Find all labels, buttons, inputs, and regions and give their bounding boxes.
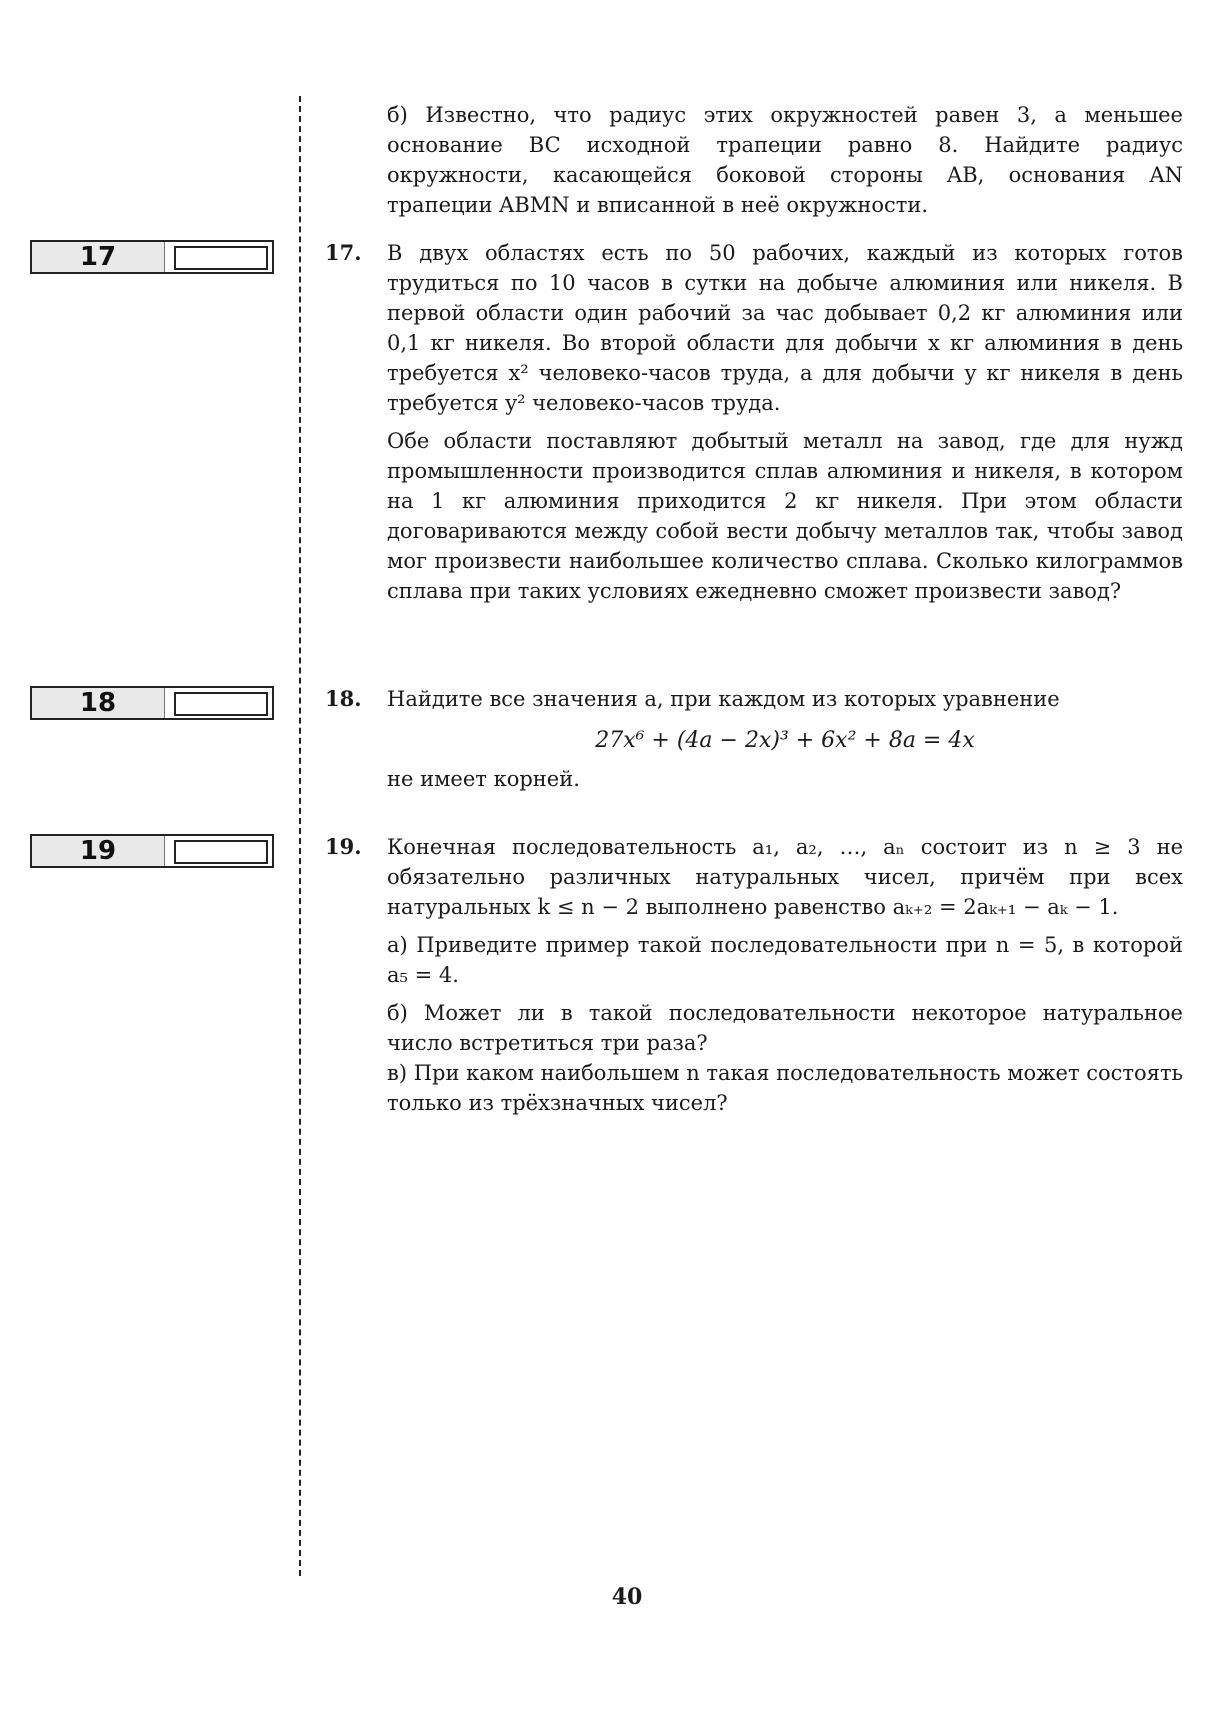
answer-box-18 <box>30 686 274 720</box>
answer-field-18[interactable] <box>174 692 268 716</box>
q19-intro: Конечная последовательность a₁, a₂, …, aₙ состоит из n ≥ 3 не обязательно различных натуральных чисел, причём при всех натуральных k ≤ n − 2 выполнено равенство aₖ₊₂ = 2aₖ₊₁ − aₖ − 1. <box>387 835 1183 919</box>
q19-part-a: а) Приведите пример такой последовательности при n = 5, в которой a₅ = 4. <box>387 933 1183 987</box>
q19-part-b: б) Может ли в такой последовательности некоторое натуральное число встретиться три раза? <box>387 1001 1183 1055</box>
answer-field-17[interactable] <box>174 246 268 270</box>
q18-outro-text: не имеет корней. <box>387 767 580 791</box>
answer-box-17 <box>30 240 274 274</box>
q16-part-b: б) Известно, что радиус этих окружностей равен 3, а меньшее основание BC исходной трапеции равно 8. Найдите радиус окружности, касающейся боковой стороны AB, основания AN трапеции ABMN и вписанной в неё окружности. <box>387 103 1183 217</box>
answer-box-label: 18 <box>32 688 165 718</box>
q18-outro <box>387 764 1183 802</box>
answer-field-19[interactable] <box>174 840 268 864</box>
q19-part-c: в) При каком наибольшем n такая последовательность может состоять только из трёхзначных чисел? <box>387 1061 1183 1115</box>
cut-line <box>299 96 301 1576</box>
q18-intro-text: Найдите все значения a, при каждом из которых уравнение <box>387 687 1060 711</box>
q18-formula: 27x⁶ + (4a − 2x)³ + 6x² + 8a = 4x <box>595 728 975 753</box>
q17-para2: Обе области поставляют добытый металл на завод, где для нужд промышленности производится сплав алюминия и никеля, в котором на 1 кг алюминия приходится 2 кг никеля. При этом области договариваются между собой вести добычу металлов так, чтобы завод мог произвести наибольшее количество сплава. Сколько килограммов сплава при таких условиях ежедневно сможет произвести завод? <box>387 429 1183 603</box>
answer-box-label: 17 <box>32 242 165 272</box>
q17-para1: В двух областях есть по 50 рабочих, каждый из которых готов трудиться по 10 часов в сутки на добыче алюминия или никеля. В первой области один рабочий за час добывает 0,2 кг алюминия или 0,1 кг никеля. Во второй области для добычи x кг алюминия в день требуется x² человеко-часов труда, а для добычи y кг никеля в день требуется y² человеко-часов труда. <box>387 241 1183 415</box>
answer-box-19 <box>30 834 274 868</box>
q18-number: 18. <box>325 686 362 711</box>
q16-continuation <box>387 100 1183 228</box>
page-number: 40 <box>611 1584 643 1610</box>
q18-intro <box>387 684 1183 722</box>
q19-text <box>387 832 1183 1126</box>
q19-number: 19. <box>325 834 362 859</box>
q17-text <box>387 238 1183 614</box>
q17-number: 17. <box>325 240 362 265</box>
answer-box-label: 19 <box>32 836 165 866</box>
